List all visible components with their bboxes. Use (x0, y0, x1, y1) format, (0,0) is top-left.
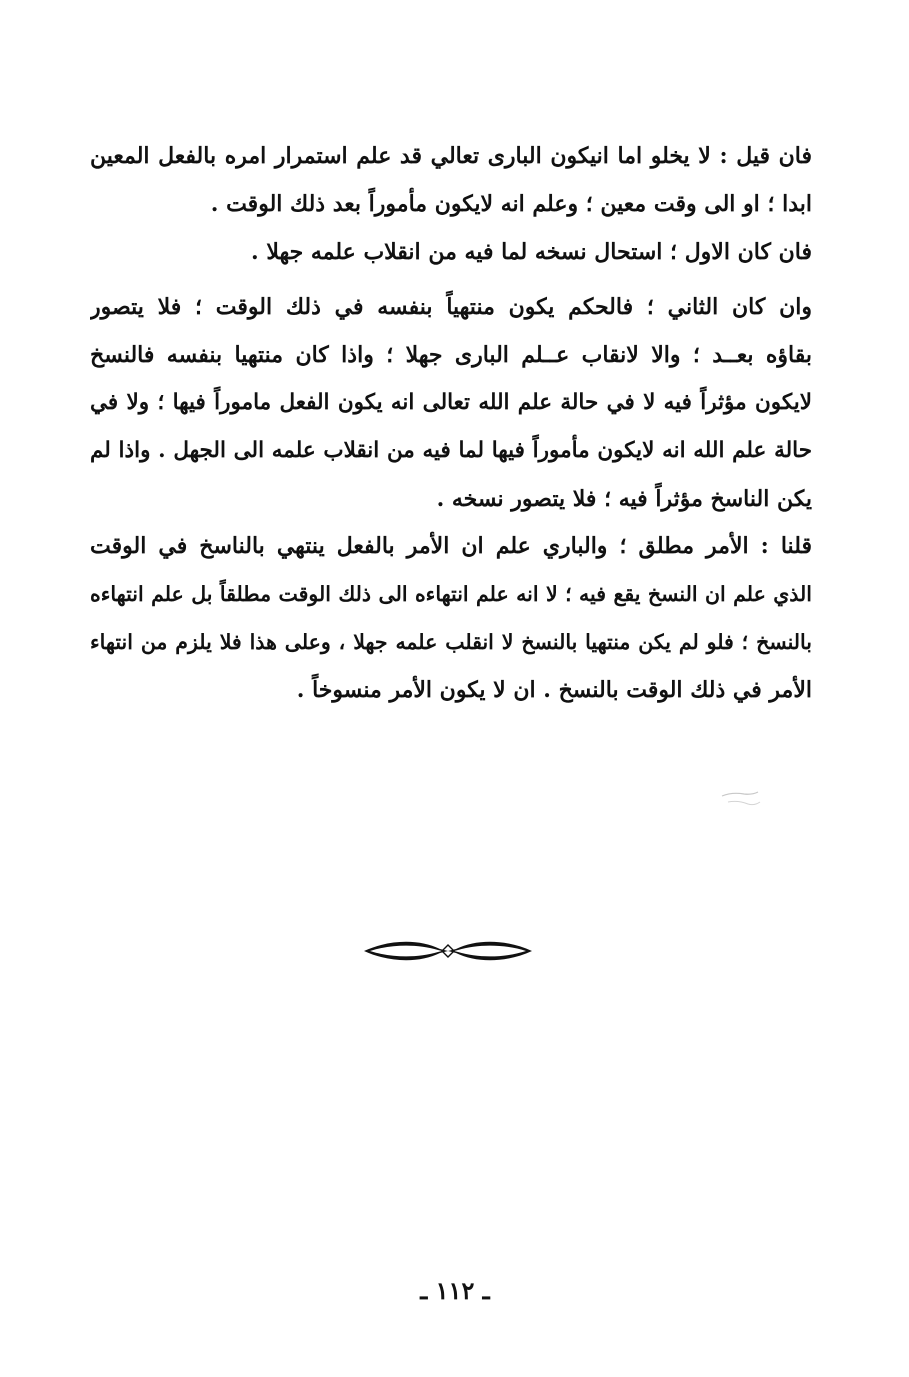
text-line: لايكون مؤثراً فيه لا في حالة علم الله تعالى انه يكون الفعل ماموراً فيها ؛ ولا في (90, 390, 812, 415)
text-line: قلنا : الأمر مطلق ؛ والباري علم ان الأمر بالفعل ينتهي بالناسخ في الوقت (90, 533, 812, 559)
text-line: وان كان الثاني ؛ فالحكم يكون منتهياً بنفسه في ذلك الوقت ؛ فلا يتصور (90, 294, 812, 320)
text-line: ابدا ؛ او الى وقت معين ؛ وعلم انه لايكون مأموراً بعد ذلك الوقت . (210, 191, 812, 217)
text-line: حالة علم الله انه لايكون مأموراً فيها لما فيه من انقلاب علمه الى الجهل . واذا لم (90, 438, 812, 463)
text-line: الأمر في ذلك الوقت بالنسخ . ان لا يكون الأمر منسوخاً . (296, 677, 812, 703)
text-line: فان قيل : لا يخلو اما انيكون البارى تعالي قد علم استمرار امره بالفعل المعين (90, 143, 812, 169)
paragraph-second-case (90, 283, 812, 523)
page-number: ـ ١١٢ ـ (420, 1276, 490, 1305)
paragraph-objection (90, 132, 812, 276)
paragraph-reply (90, 522, 812, 714)
scan-smudge-mark (718, 788, 764, 812)
section-divider-ornament (360, 938, 536, 964)
text-line: بالنسخ ؛ فلو لم يكن منتهيا بالنسخ لا انقلب علمه جهلا ، وعلى هذا فلا يلزم من انتهاء (90, 630, 812, 654)
text-line: الذي علم ان النسخ يقع فيه ؛ لا انه علم انتهاءه الى ذلك الوقت مطلقاً بل علم انتهاءه (90, 582, 812, 606)
text-line: بقاؤه بعــد ؛ والا لانقاب عــلم البارى جهلا ؛ واذا كان منتهيا بنفسه فالنسخ (90, 342, 812, 368)
text-line: فان كان الاول ؛ استحال نسخه لما فيه من انقلاب علمه جهلا . (251, 239, 812, 265)
text-line: يكن الناسخ مؤثراً فيه ؛ فلا يتصور نسخه . (436, 486, 812, 512)
